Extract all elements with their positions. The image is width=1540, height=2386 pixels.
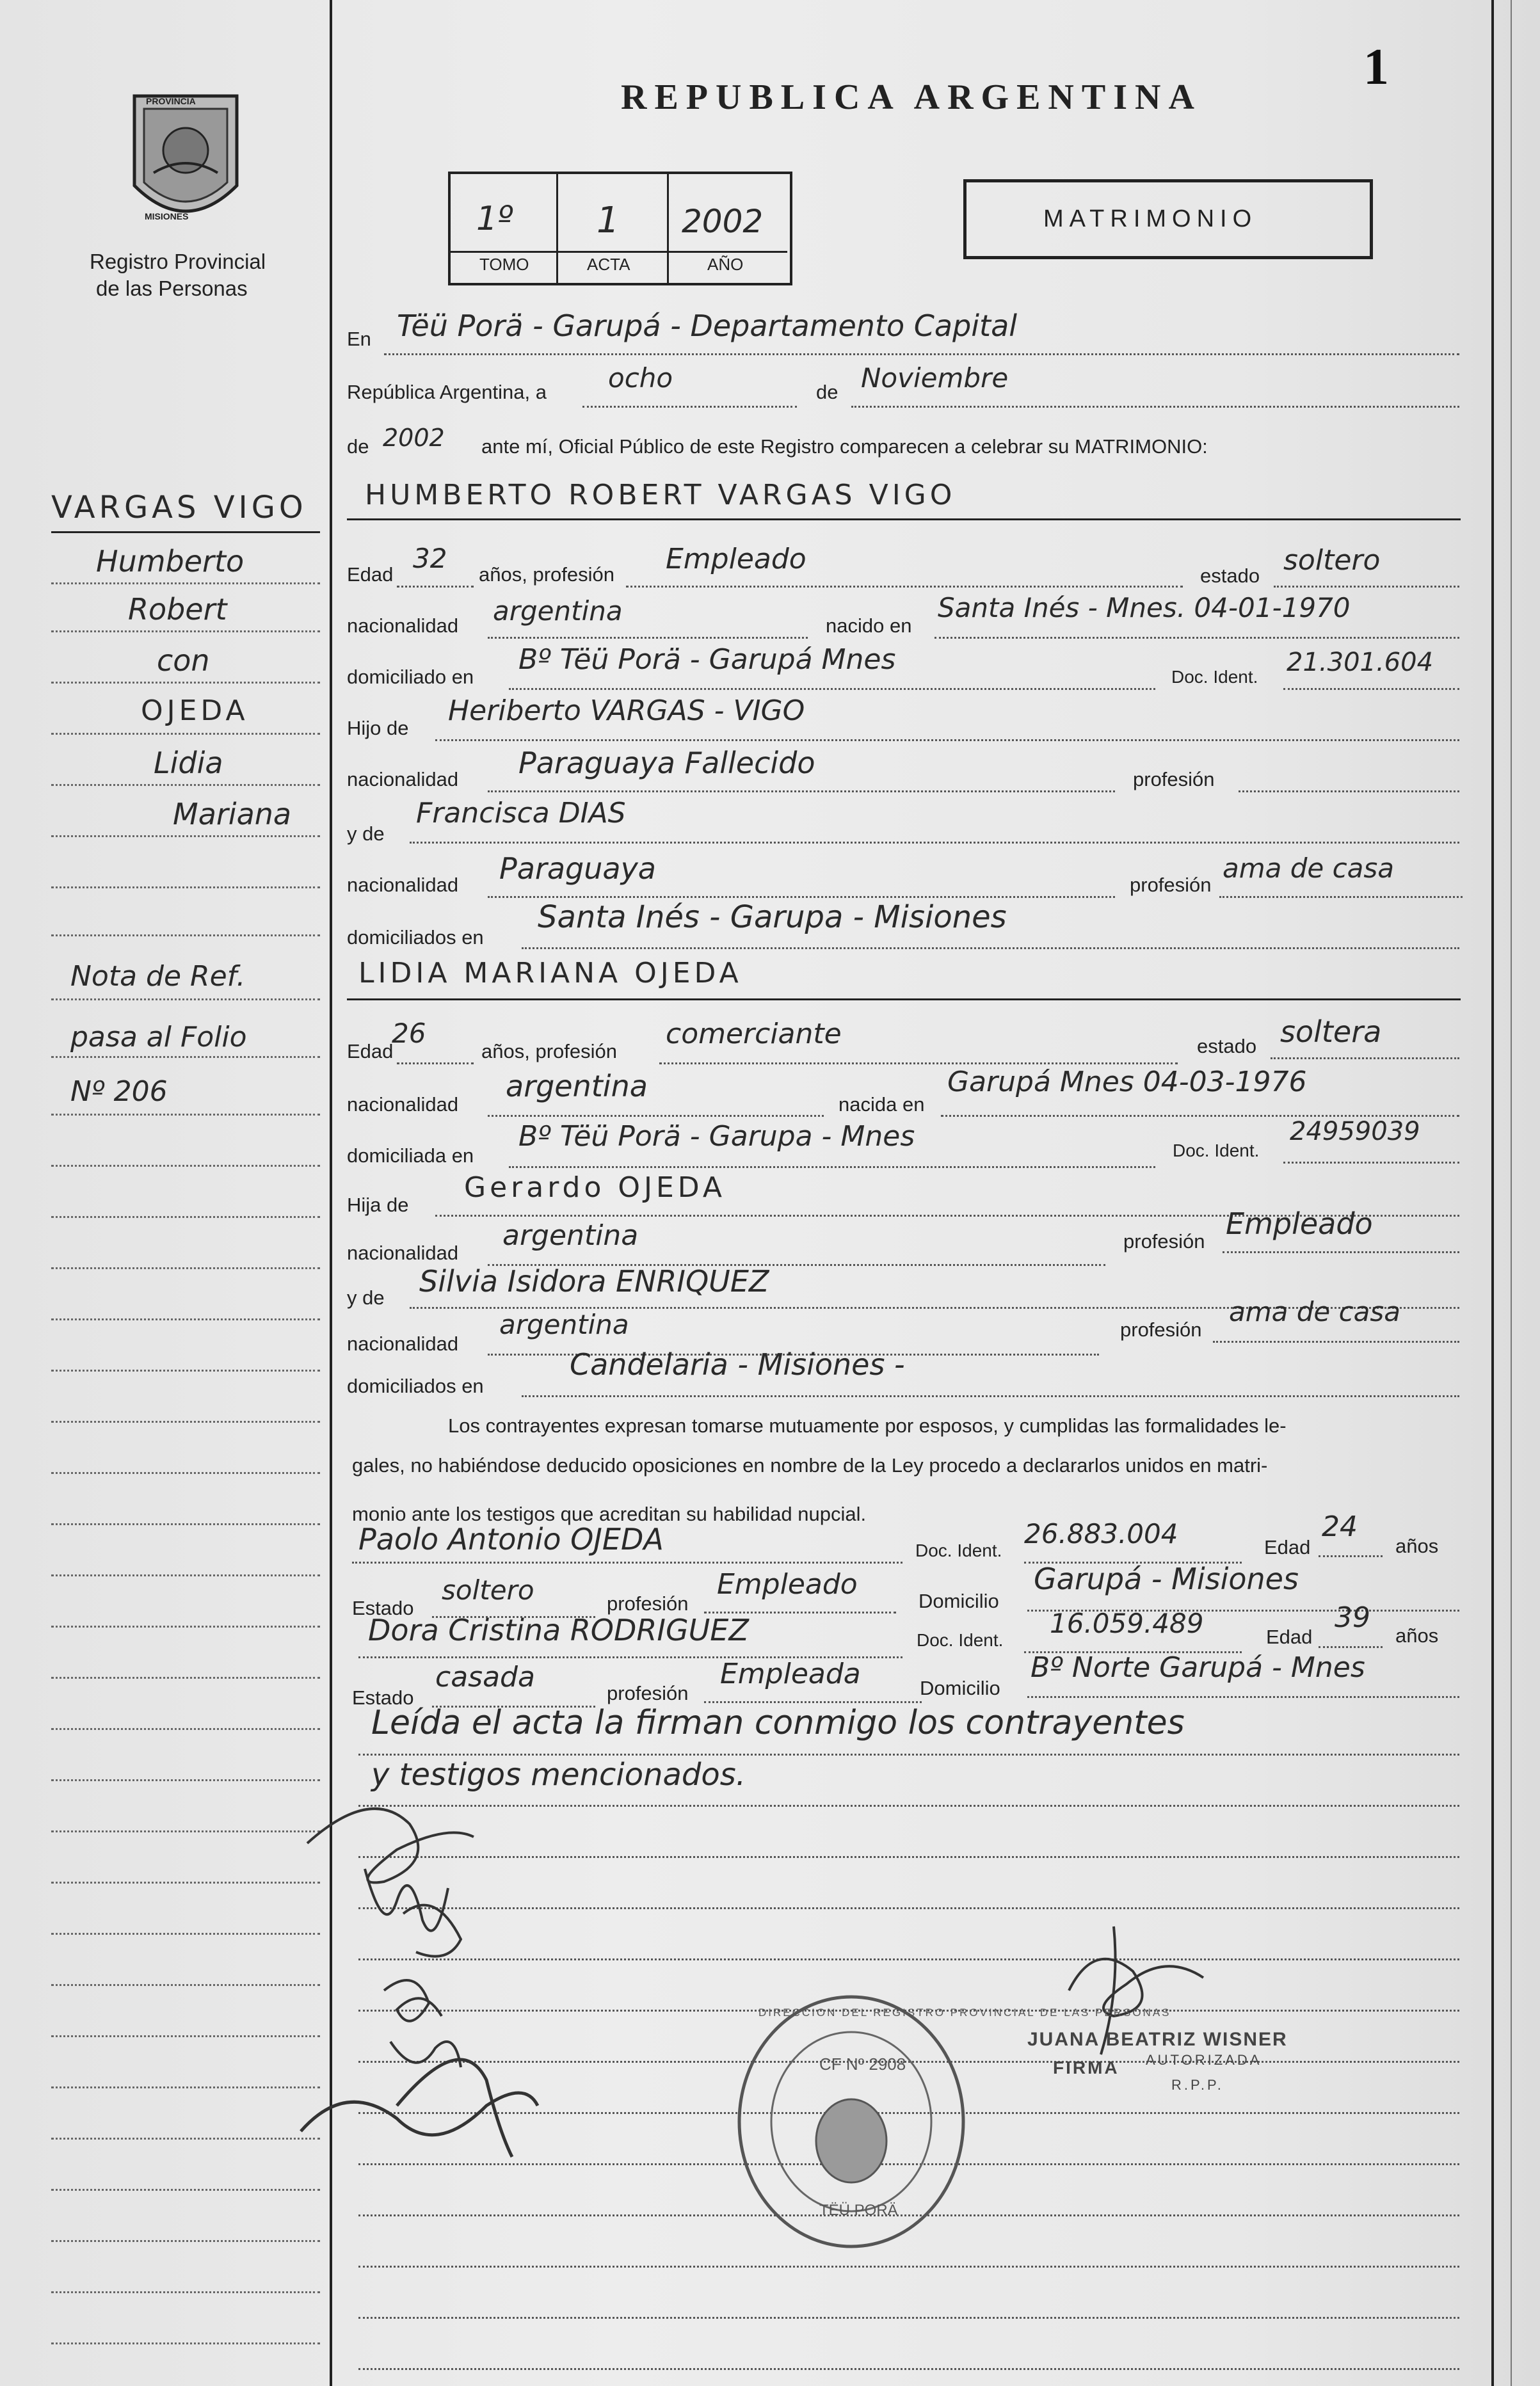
bride-father-nationality: argentina — [502, 1219, 639, 1252]
label-father-nationality: nacionalidad — [347, 768, 459, 790]
ano-value: 2002 — [682, 203, 764, 240]
line — [1283, 1162, 1459, 1164]
label-doc: Doc. Ident. — [1173, 1141, 1260, 1160]
label-edad: Edad — [347, 1040, 394, 1062]
margin-line — [51, 1472, 320, 1474]
seal-bottom-text: TËÜ PORÄ — [819, 2202, 898, 2219]
groom-father-nationality: Paraguaya Fallecido — [518, 746, 815, 780]
groom-parents-domicile: Santa Inés - Garupa - Misiones — [538, 899, 1007, 935]
witness1-doc: 26.883.004 — [1024, 1518, 1178, 1549]
margin-line — [51, 784, 320, 786]
bride-mother-nationality: argentina — [499, 1309, 629, 1340]
groom-status: soltero — [1283, 544, 1381, 577]
label-hija: Hija de — [347, 1194, 409, 1216]
margin-line — [51, 1370, 320, 1372]
label-mother-profession: profesión — [1120, 1318, 1202, 1341]
crest-bottom-text: MISIONES — [145, 211, 189, 221]
bride-name: LIDIA MARIANA OJEDA — [358, 957, 742, 989]
margin-name: Mariana — [173, 797, 292, 831]
margin-line — [51, 1626, 320, 1628]
label-edad: Edad — [1264, 1536, 1311, 1558]
margin-line — [51, 1216, 320, 1218]
label-edad: Edad — [347, 563, 394, 586]
bride-doc: 24959039 — [1290, 1117, 1420, 1146]
witness2-name: Dora Cristina RODRIGUEZ — [368, 1613, 749, 1647]
label-domiciliada: domiciliada en — [347, 1144, 474, 1167]
official-title1: FIRMA — [1053, 2058, 1119, 2078]
label-estado: Estado — [352, 1686, 414, 1709]
line — [1319, 1646, 1383, 1648]
label-mother-nationality: nacionalidad — [347, 874, 459, 896]
witness2-age: 39 — [1335, 1601, 1370, 1634]
line — [626, 586, 1183, 588]
line — [1271, 1057, 1459, 1059]
acta-value: 1 — [597, 200, 620, 241]
margin-line — [51, 886, 320, 888]
margin-note: pasa al Folio — [70, 1021, 247, 1053]
line — [522, 1395, 1459, 1397]
margin-name: Humberto — [96, 544, 245, 579]
witness2-status: casada — [435, 1661, 535, 1693]
line — [358, 2368, 1459, 2370]
groom-doc: 21.301.604 — [1287, 648, 1434, 677]
page-number: 1 — [1363, 39, 1389, 95]
signature-scribbles-icon — [269, 1773, 589, 2189]
label-estado: Estado — [352, 1597, 414, 1619]
label-ante-mi: ante mí, Oficial Público de este Registro comparecen a celebrar su MATRIMONIO: — [481, 435, 1208, 458]
label-father-nationality: nacionalidad — [347, 1242, 459, 1264]
line — [851, 406, 1459, 408]
margin-name: OJEDA — [141, 694, 249, 727]
line — [1027, 1696, 1459, 1698]
margin-line — [51, 1114, 320, 1116]
margin-line — [51, 2240, 320, 2242]
country-title: REPUBLICA ARGENTINA — [621, 77, 1202, 117]
crest-top-text: PROVINCIA — [146, 96, 196, 106]
label-en: En — [347, 328, 371, 350]
label-estado: estado — [1200, 564, 1260, 587]
label-domiciliado: domiciliado en — [347, 666, 474, 688]
line — [358, 1754, 1459, 1756]
line — [488, 1115, 824, 1117]
label-anos: años — [1395, 1624, 1439, 1647]
line — [397, 586, 474, 588]
margin-name: Robert — [128, 592, 227, 627]
witness1-age: 24 — [1322, 1510, 1358, 1543]
groom-age: 32 — [413, 543, 447, 574]
groom-nationality: argentina — [493, 595, 623, 627]
right-border — [1491, 0, 1494, 2386]
label-y-de: y de — [347, 1286, 385, 1309]
bride-birth: Garupá Mnes 04-03-1976 — [947, 1066, 1307, 1098]
line — [704, 1701, 922, 1703]
line — [352, 1562, 902, 1564]
bride-mother-profession: ama de casa — [1229, 1296, 1401, 1327]
label-de: de — [816, 381, 838, 403]
margin-line — [51, 1677, 320, 1679]
margin-line — [51, 1574, 320, 1576]
acta-label: ACTA — [587, 255, 630, 274]
margin-line — [51, 1165, 320, 1167]
margin-note: Nota de Ref. — [70, 960, 246, 993]
label-nacionalidad: nacionalidad — [347, 1093, 459, 1116]
official-title2: AUTORIZADA — [1146, 2052, 1262, 2068]
ano-cell — [669, 174, 787, 283]
declaration-line2: gales, no habiéndose deducido oposiciones en nombre de la Ley procedo a declararlos unidos en matri- — [352, 1454, 1268, 1477]
line — [410, 842, 1459, 844]
bride-domicile: Bº Tëü Porä - Garupa - Mnes — [518, 1120, 915, 1153]
bride-mother: Silvia Isidora ENRIQUEZ — [419, 1264, 769, 1299]
tomo-label: TOMO — [479, 255, 529, 274]
line — [1213, 1341, 1459, 1343]
margin-line — [51, 682, 320, 684]
line — [509, 688, 1155, 690]
line — [1274, 586, 1459, 588]
label-nacido: nacido en — [826, 614, 912, 637]
line — [358, 2266, 1459, 2268]
line — [347, 518, 1461, 520]
ano-label: AÑO — [707, 255, 744, 274]
margin-line — [51, 1318, 320, 1320]
groom-mother: Francisca DIAS — [416, 797, 626, 829]
label-anos-profesion: años, profesión — [481, 1040, 617, 1062]
witness1-name: Paolo Antonio OJEDA — [358, 1522, 664, 1557]
bride-profession: comerciante — [666, 1018, 842, 1050]
witness2-doc: 16.059.489 — [1050, 1608, 1204, 1639]
margin-line — [51, 934, 320, 936]
label-doc: Doc. Ident. — [915, 1541, 1002, 1560]
line — [509, 1166, 1155, 1168]
label-de-year: de — [347, 435, 369, 458]
label-estado: estado — [1197, 1035, 1257, 1057]
declaration-line1: Los contrayentes expresan tomarse mutuamente por esposos, y cumplidas las formalidades le- — [448, 1414, 1287, 1437]
line — [1239, 790, 1459, 792]
line — [1223, 1251, 1459, 1253]
record-type: MATRIMONIO — [1043, 205, 1258, 232]
label-edad: Edad — [1266, 1626, 1313, 1648]
day: ocho — [608, 362, 673, 394]
label-nacionalidad: nacionalidad — [347, 614, 459, 637]
margin-line — [51, 1267, 320, 1269]
margin-line — [51, 582, 320, 584]
margin-line — [51, 2189, 320, 2191]
line — [384, 353, 1459, 355]
label-doc: Doc. Ident. — [1171, 667, 1258, 687]
line — [488, 896, 1115, 898]
line — [397, 1062, 474, 1064]
margin-surname: VARGAS VIGO — [51, 490, 307, 525]
line — [1219, 896, 1463, 898]
groom-domicile: Bº Tëü Porä - Garupá Mnes — [518, 643, 896, 676]
line — [488, 637, 808, 639]
line — [1319, 1555, 1383, 1557]
margin-line — [51, 1728, 320, 1730]
label-anos: años — [1395, 1535, 1439, 1557]
witness1-domicile: Garupá - Misiones — [1034, 1562, 1299, 1596]
label-father-profession: profesión — [1123, 1230, 1205, 1253]
line — [488, 790, 1115, 792]
month: Noviembre — [861, 362, 1009, 394]
acta-cell — [558, 174, 669, 283]
line — [659, 1062, 1178, 1064]
margin-line — [51, 835, 320, 837]
margin-line — [51, 2291, 320, 2293]
label-republica: República Argentina, a — [347, 381, 547, 403]
official-name: JUANA BEATRIZ WISNER — [1027, 2029, 1288, 2050]
record-type-box — [963, 179, 1373, 259]
bride-status: soltera — [1280, 1014, 1382, 1049]
margin-name: Lidia — [154, 746, 223, 780]
margin-line — [51, 1421, 320, 1423]
year: 2002 — [383, 424, 445, 452]
line — [582, 406, 797, 408]
margin-line — [51, 531, 320, 533]
bride-nationality: argentina — [506, 1069, 648, 1103]
registry-name-line2: de las Personas — [96, 276, 248, 300]
bride-age: 26 — [392, 1018, 426, 1049]
label-father-profession: profesión — [1133, 768, 1215, 790]
margin-line — [51, 998, 320, 1000]
label-profesion: profesión — [607, 1592, 689, 1615]
bride-father-profession: Empleado — [1226, 1206, 1373, 1241]
margin-line — [51, 1056, 320, 1058]
margin-note: Nº 206 — [70, 1075, 168, 1108]
witness1-status: soltero — [442, 1574, 534, 1606]
margin-line — [51, 2342, 320, 2344]
record-reference-box — [448, 172, 792, 285]
label-y-de: y de — [347, 822, 385, 845]
margin-line — [51, 630, 320, 632]
line — [347, 998, 1461, 1000]
line — [435, 739, 1459, 741]
bride-parents-domicile: Candelaria - Misiones - — [570, 1347, 905, 1382]
line — [522, 947, 1459, 949]
right-border-inner — [1511, 0, 1512, 2386]
label-mother-nationality: nacionalidad — [347, 1333, 459, 1355]
line — [934, 637, 1459, 639]
groom-mother-profession: ama de casa — [1223, 853, 1395, 884]
witness2-domicile: Bº Norte Garupá - Mnes — [1031, 1651, 1365, 1684]
label-mother-profession: profesión — [1130, 874, 1212, 896]
witness2-profession: Empleada — [720, 1658, 861, 1690]
witness1-profession: Empleado — [717, 1568, 858, 1601]
line — [358, 2317, 1459, 2319]
seal-ring-text: DIRECCION DEL REGISTRO PROVINCIAL DE LAS PERSONAS — [758, 2006, 1171, 2019]
label-domicilio: Domicilio — [920, 1677, 1000, 1699]
groom-name: HUMBERTO ROBERT VARGAS VIGO — [365, 479, 956, 511]
tomo-value: 1º — [476, 200, 513, 238]
margin-line — [51, 733, 320, 735]
registry-name-line1: Registro Provincial — [90, 250, 266, 273]
label-doc: Doc. Ident. — [917, 1630, 1004, 1650]
groom-birth: Santa Inés - Mnes. 04-01-1970 — [938, 592, 1351, 623]
groom-father: Heriberto VARGAS - VIGO — [448, 694, 805, 727]
label-anos-profesion: años, profesión — [479, 563, 614, 586]
bride-father: Gerardo OJEDA — [464, 1171, 726, 1204]
seal-inner-text: CF Nº 2908 — [819, 2054, 906, 2074]
margin-line — [51, 1523, 320, 1525]
label-parents-domicile: domiciliados en — [347, 1375, 484, 1397]
line — [1283, 688, 1459, 690]
tomo-cell — [451, 174, 558, 283]
label-hijo: Hijo de — [347, 717, 409, 739]
label-profesion: profesión — [607, 1682, 689, 1704]
label-parents-domicile: domiciliados en — [347, 926, 484, 949]
place: Tëü Porä - Garupá - Departamento Capital — [397, 308, 1018, 343]
label-domicilio: Domicilio — [918, 1590, 999, 1612]
closing-line2: y testigos mencionados. — [371, 1757, 746, 1793]
label-nacida: nacida en — [838, 1093, 925, 1116]
official-title3: R.P.P. — [1171, 2077, 1224, 2093]
margin-name: con — [157, 643, 210, 678]
declaration-line3: monio ante los testigos que acreditan su habilidad nupcial. — [352, 1503, 867, 1525]
groom-profession: Empleado — [666, 543, 806, 575]
closing-line1: Leída el acta la firman conmigo los contrayentes — [371, 1704, 1185, 1742]
groom-mother-nationality: Paraguaya — [499, 851, 656, 886]
